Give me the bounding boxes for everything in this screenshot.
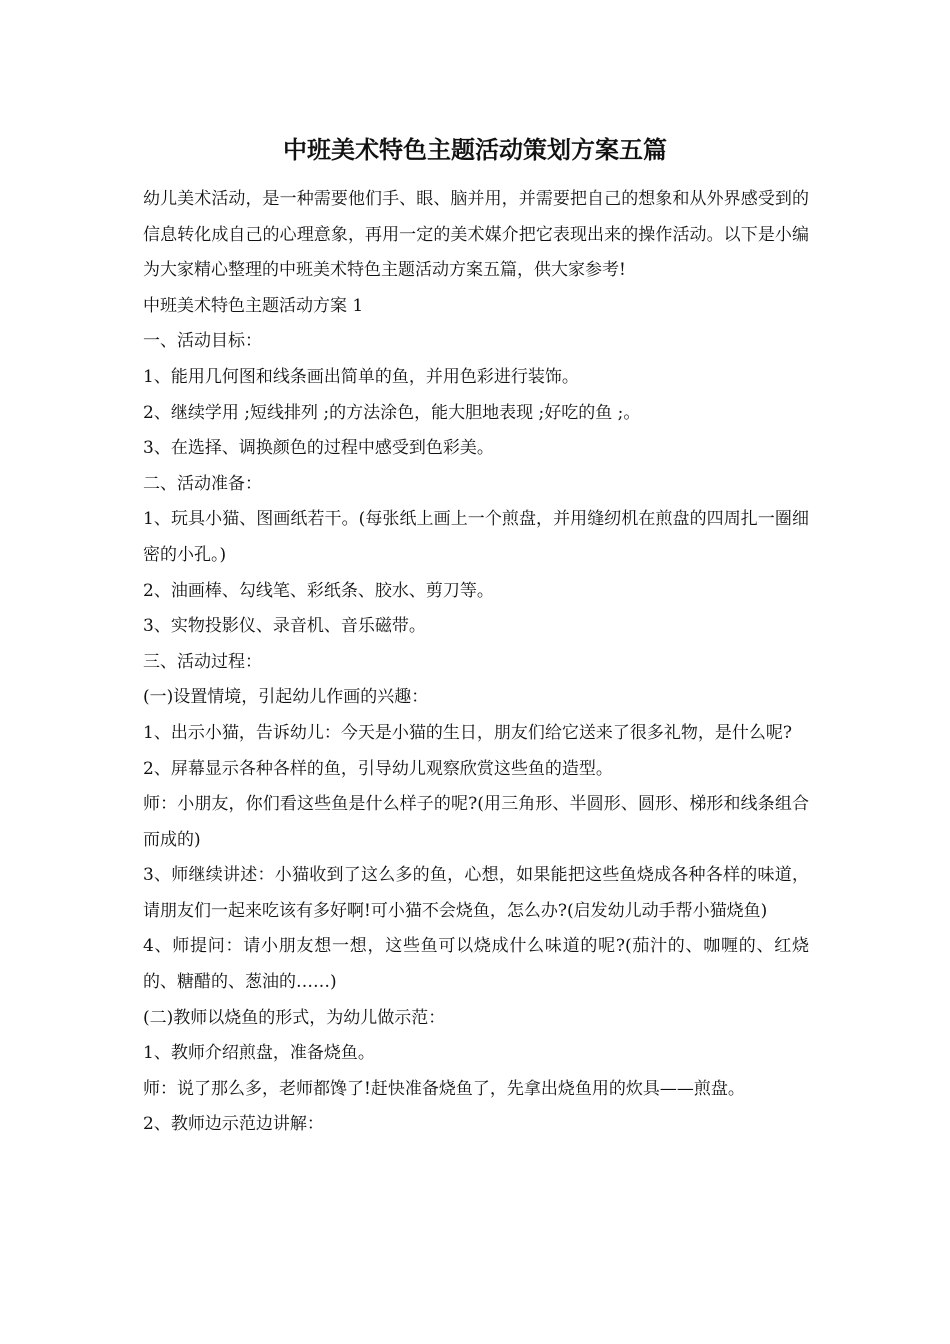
section-heading: 中班美术特色主题活动方案 1 — [143, 295, 364, 316]
subsection-heading: 三、活动过程： — [143, 651, 262, 672]
page-title: 中班美术特色主题活动策划方案五篇 — [283, 135, 667, 164]
list-item: 1、能用几何图和线条画出简单的鱼，并用色彩进行装饰。 — [143, 366, 579, 387]
subsection-heading: 二、活动准备： — [143, 473, 262, 494]
list-item: 2、油画棒、勾线笔、彩纸条、胶水、剪刀等。 — [143, 580, 494, 601]
list-item: 3、实物投影仪、录音机、音乐磁带。 — [143, 616, 426, 637]
dialogue-paragraph: 师：说了那么多，老师都馋了!赶快准备烧鱼了，先拿出烧鱼用的炊具——煎盘。 — [143, 1078, 745, 1099]
dialogue-paragraph: 师：小朋友，你们看这些鱼是什么样子的呢?(用三角形、半圆形、圆形、梯形和线条组合而成的) — [143, 794, 809, 850]
list-item: 1、教师介绍煎盘，准备烧鱼。 — [143, 1043, 375, 1064]
list-item: 1、玩具小猫、图画纸若干。(每张纸上画上一个煎盘，并用缝纫机在煎盘的四周扎一圈细密的小孔。) — [143, 509, 809, 565]
list-item: 1、出示小猫，告诉幼儿：今天是小猫的生日，朋友们给它送来了很多礼物，是什么呢? — [143, 722, 792, 743]
document-body — [143, 182, 809, 1143]
list-item: 3、师继续讲述：小猫收到了这么多的鱼，心想，如果能把这些鱼烧成各种各样的味道，请朋友们一起来吃该有多好啊!可小猫不会烧鱼，怎么办?(启发幼儿动手帮小猫烧鱼) — [143, 865, 809, 921]
step-heading: (二)教师以烧鱼的形式，为幼儿做示范： — [143, 1007, 446, 1028]
list-item: 3、在选择、调换颜色的过程中感受到色彩美。 — [143, 438, 494, 459]
subsection-heading: 一、活动目标： — [143, 331, 262, 352]
list-item: 2、继续学用 ;短线排列 ;的方法涂色，能大胆地表现 ;好吃的鱼 ;。 — [143, 402, 641, 423]
list-item: 4、师提问：请小朋友想一想，这些鱼可以烧成什么味道的呢?(茄汁的、咖喱的、红烧的、糖醋的、葱油的……) — [143, 936, 809, 993]
intro-paragraph: 幼儿美术活动，是一种需要他们手、眼、脑并用，并需要把自己的想象和从外界感受到的信息转化成自己的心理意象，再用一定的美术媒介把它表现出来的操作活动。以下是小编为大家精心整理的中班美术特色主题活动方案五篇，供大家参考! — [143, 189, 809, 281]
step-heading: (一)设置情境，引起幼儿作画的兴趣： — [143, 687, 429, 708]
list-item: 2、教师边示范边讲解： — [143, 1114, 324, 1135]
list-item: 2、屏幕显示各种各样的鱼，引导幼儿观察欣赏这些鱼的造型。 — [143, 758, 613, 779]
